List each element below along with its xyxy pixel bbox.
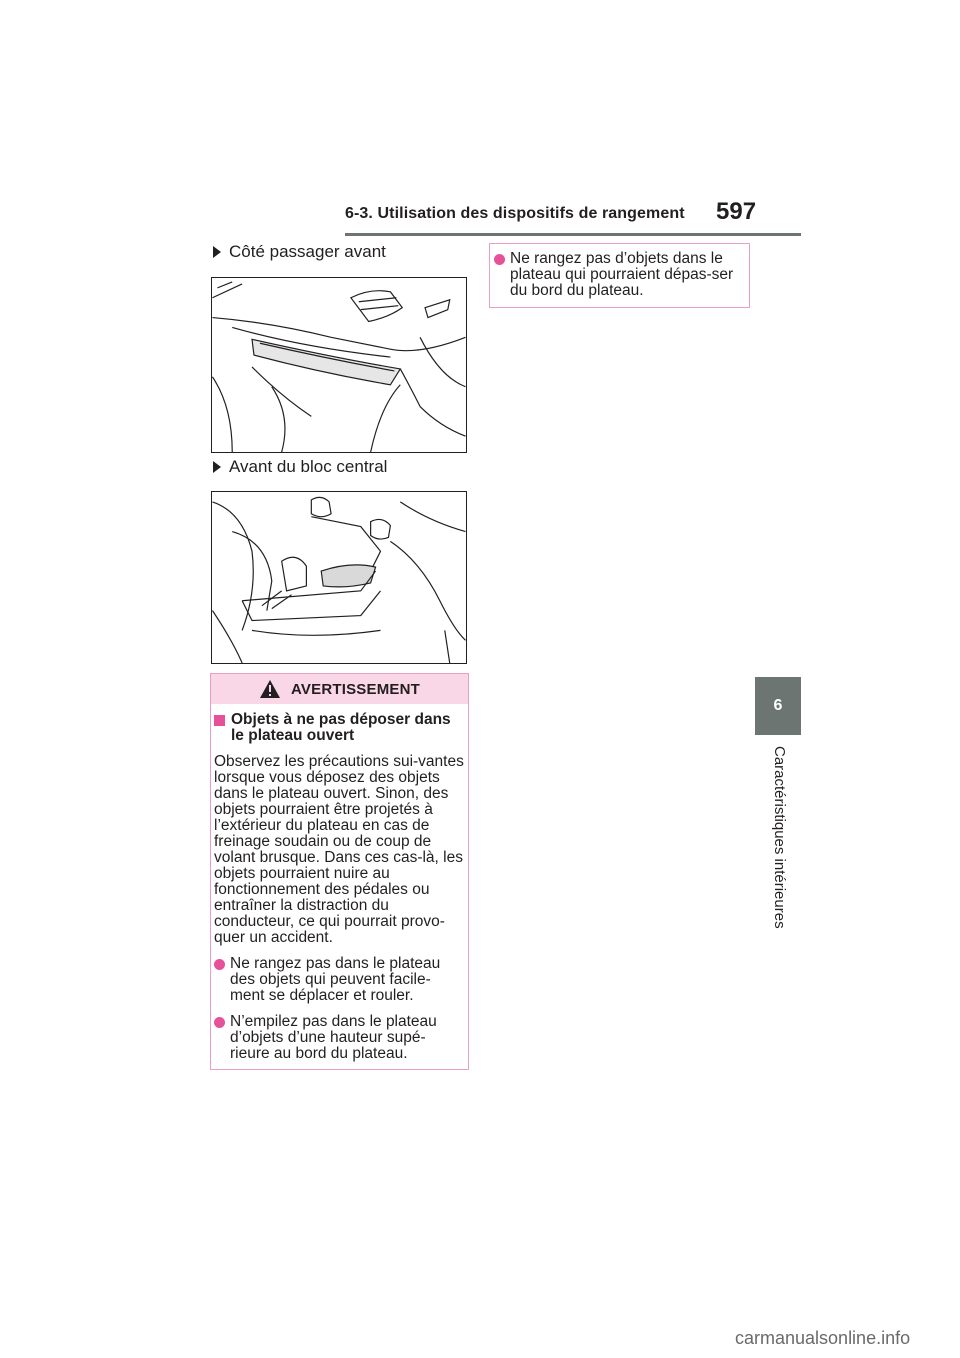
warning-subheading [214, 712, 465, 744]
section-title: 6-3. Utilisation des dispositifs de rangement [345, 205, 685, 222]
caption-text: Côté passager avant [229, 242, 386, 261]
page-number: 597 [716, 198, 757, 225]
figure-center-console [211, 491, 467, 664]
dot-bullet-icon [214, 959, 225, 970]
warning-bullet-text: N’empilez pas dans le plateau d’objets d’une hauteur supé-rieure au bord du plateau. [230, 1013, 437, 1062]
header-rule [345, 233, 801, 236]
caption-text: Avant du bloc central [229, 457, 388, 476]
warning-bullet [494, 251, 745, 299]
dot-bullet-icon [494, 254, 505, 265]
triangle-bullet-icon [213, 461, 221, 473]
warning-body [211, 704, 468, 1062]
warning-bullet-text: Ne rangez pas dans le plateau des objets qui peuvent facile-ment se déplacer et rouler. [230, 955, 441, 1004]
warning-triangle-icon [259, 679, 281, 699]
dashboard-tray-illustration [212, 278, 466, 452]
warning-bullet [214, 1014, 465, 1062]
center-console-illustration [212, 492, 466, 663]
warning-paragraph: Observez les précautions sui-vantes lorsque vous déposez des objets dans le plateau ouvert. Sinon, des objets pourraient être projetés à l’extérieur du plateau en cas de freinage soudain ou de coup de volant brusque. Dans ces cas-là, les objets pourraient nuire au fonctionnement des pédales ou entraîner la distraction du conducteur, ce qui pourrait provo-quer un accident. [214, 753, 464, 946]
watermark: carmanualsonline.info [735, 1328, 911, 1348]
warning-title: AVERTISSEMENT [290, 680, 420, 698]
figure-passenger-tray [211, 277, 467, 453]
dot-bullet-icon [214, 1017, 225, 1028]
caption-passenger-side [211, 242, 386, 262]
warning-continuation-box [489, 243, 750, 308]
warning-subheading-text: Objets à ne pas déposer dans le plateau ouvert [231, 711, 451, 744]
chapter-tab: 6 [755, 677, 801, 735]
warning-bullet [214, 956, 465, 1004]
chapter-name: Caractéristiques intérieures [771, 746, 788, 929]
warning-bullet-text: Ne rangez pas d’objets dans le plateau qui pourraient dépas-ser du bord du plateau. [510, 250, 734, 299]
triangle-bullet-icon [213, 246, 221, 258]
warning-box [210, 673, 469, 1070]
square-bullet-icon [214, 715, 225, 726]
caption-center-console [211, 457, 387, 477]
warning-header [211, 674, 468, 704]
